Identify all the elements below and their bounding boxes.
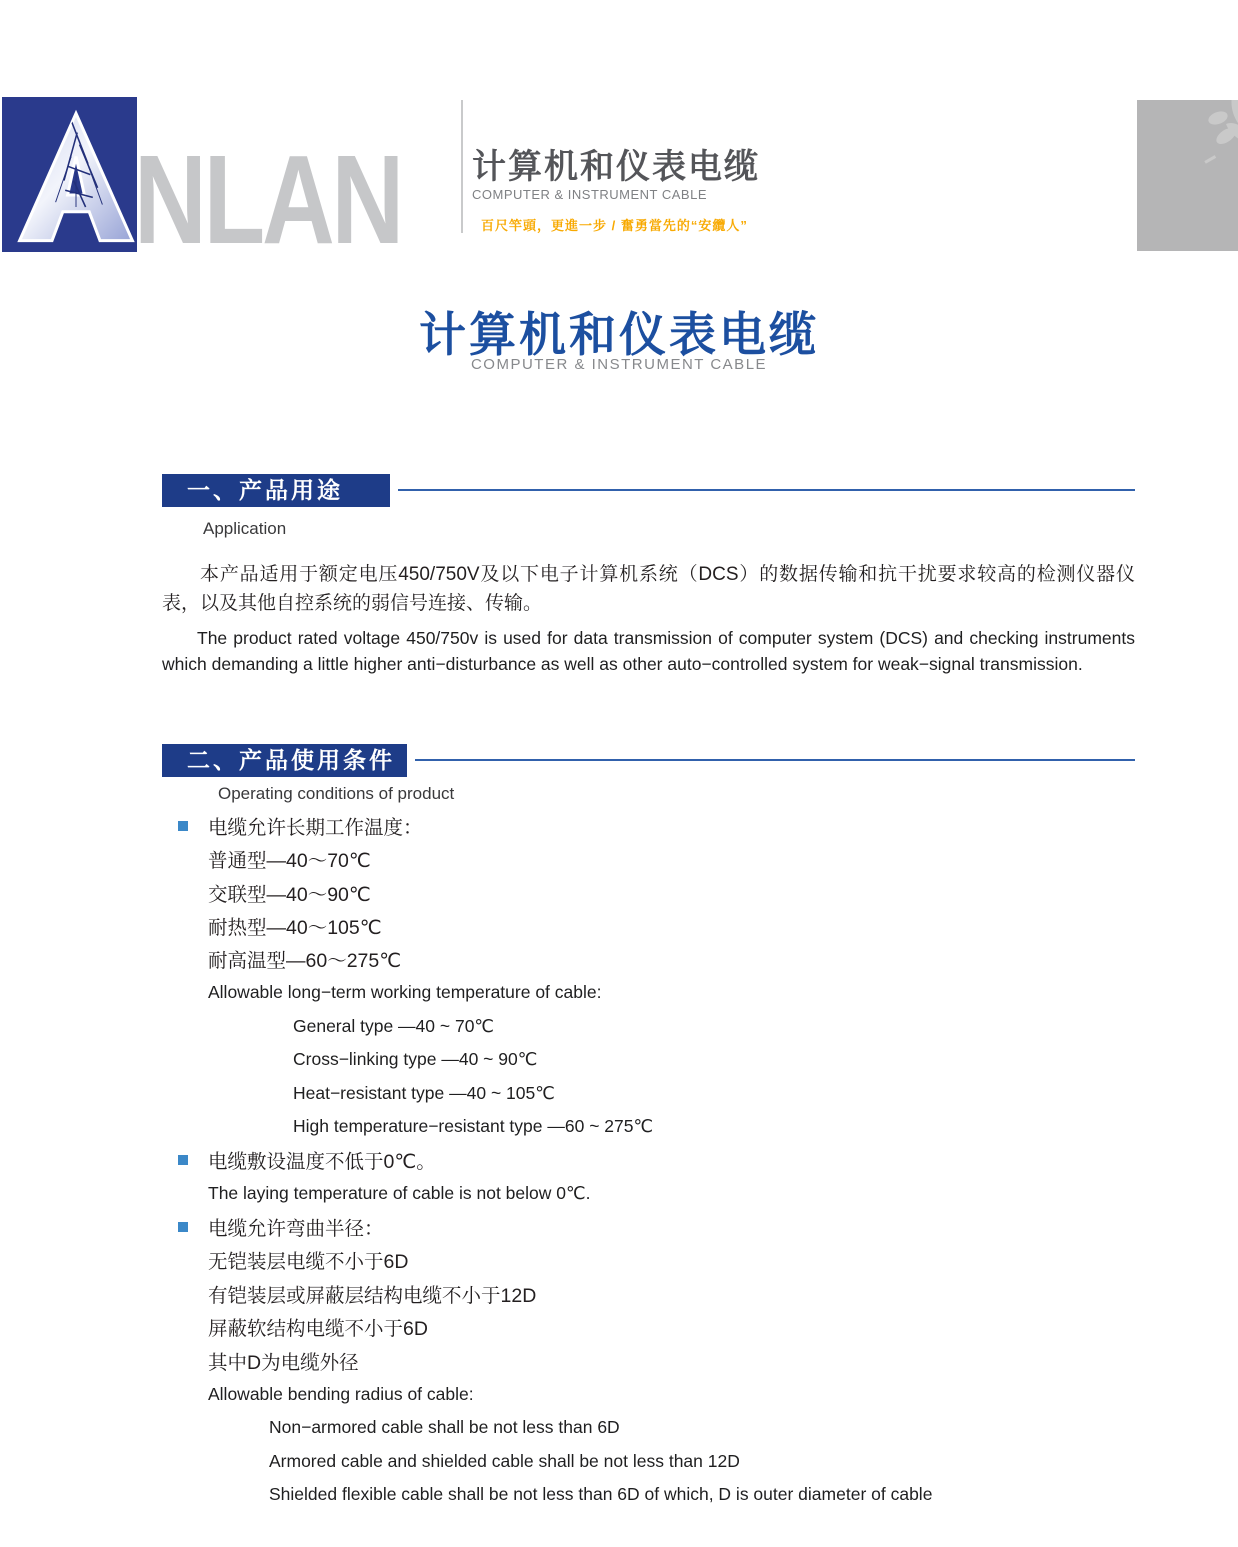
list-item-text: 其中D为电缆外径: [208, 1351, 359, 1374]
list-item: [178, 909, 1138, 942]
list-item: [178, 1244, 1138, 1277]
section1-paragraph-en: The product rated voltage 450/750v is used for data transmission of computer system (DCS) and checking instruments which demanding a little higher anti−disturbance as well as other auto−controlled system for weak−signal transmission.: [162, 628, 1135, 674]
list-item-text: 电缆允许长期工作温度：: [208, 816, 423, 839]
list-item: [178, 1110, 1138, 1143]
list-item: [178, 809, 1138, 842]
section2-rule: [415, 759, 1135, 761]
leaf-icon: [1174, 100, 1238, 216]
list-item-text: Non−armored cable shall be not less than 6D: [269, 1417, 620, 1438]
list-item-text: 耐热型—40～105℃: [208, 917, 382, 940]
list-item-text: Armored cable and shielded cable shall be not less than 12D: [269, 1450, 740, 1471]
logo-divider: [461, 100, 463, 233]
corner-decoration: [1137, 100, 1238, 251]
list-item: [178, 1143, 1138, 1176]
list-item: [178, 1344, 1138, 1377]
list-item-text: 电缆敷设温度不低于0℃。: [208, 1151, 436, 1174]
list-item: [178, 1277, 1138, 1310]
section1-subheading: Application: [203, 519, 287, 538]
page-title: 计算机和仪表电缆: [419, 308, 819, 361]
logo-product-title-en: COMPUTER & INSTRUMENT CABLE: [472, 187, 708, 202]
list-item-text: Shielded flexible cable shall be not less than 6D of which, D is outer diameter of cable: [269, 1483, 933, 1504]
list-item: [178, 1010, 1138, 1043]
section1-rule: [398, 489, 1135, 491]
list-item-text: Heat−resistant type —40 ~ 105℃: [293, 1082, 555, 1103]
brand-slogan: 百尺竿頭，更進一步 / 奮勇當先的“安纜人”: [481, 218, 748, 233]
list-item-text: 耐高温型—60～275℃: [208, 950, 402, 973]
list-item-text: Allowable long−term working temperature of cable:: [208, 982, 602, 1003]
logo-product-title-zh: 计算机和仪表电缆: [472, 148, 760, 186]
list-item: [178, 1311, 1138, 1344]
list-item-text: The laying temperature of cable is not below 0℃.: [208, 1183, 591, 1204]
list-item-text: 普通型—40～70℃: [208, 850, 371, 873]
anlan-logo: [2, 97, 137, 252]
list-item-text: General type —40 ~ 70℃: [293, 1015, 495, 1036]
list-item: [178, 842, 1138, 875]
list-item: [178, 1377, 1138, 1410]
list-item-text: Allowable bending radius of cable:: [208, 1383, 474, 1404]
page-subtitle: COMPUTER & INSTRUMENT CABLE: [470, 356, 768, 373]
list-item-text: Cross−linking type —40 ~ 90℃: [293, 1049, 538, 1070]
list-item-text: 有铠装层或屏蔽层结构电缆不小于12D: [208, 1284, 537, 1307]
list-item: [178, 943, 1138, 976]
list-item: [178, 1210, 1138, 1243]
section1-paragraph-zh: 本产品适用于额定电压450/750V及以下电子计算机系统（DCS）的数据传输和抗干扰要求较高的检测仪器仪表，以及其他自控系统的弱信号连接、传输。: [162, 564, 1135, 614]
list-item: [178, 1411, 1138, 1444]
conditions-list: [178, 809, 1138, 1511]
logo-a-icon: [16, 104, 136, 250]
list-item: [178, 1177, 1138, 1210]
brand-name-rest: NLAN: [134, 129, 402, 270]
list-item-text: 交联型—40～90℃: [208, 883, 371, 906]
section2-subheading: Operating conditions of product: [218, 784, 455, 803]
section1-heading: 一、产品用途: [162, 474, 390, 507]
list-item-text: 无铠装层电缆不小于6D: [208, 1251, 409, 1274]
list-item-text: 屏蔽软结构电缆不小于6D: [208, 1318, 428, 1341]
bullet-square-icon: [178, 1222, 188, 1232]
bullet-square-icon: [178, 1155, 188, 1165]
list-item-text: High temperature−resistant type —60 ~ 275℃: [293, 1116, 654, 1137]
list-item: [178, 876, 1138, 909]
list-item: [178, 1043, 1138, 1076]
list-item: [178, 976, 1138, 1009]
list-item-text: 电缆允许弯曲半径：: [208, 1217, 384, 1240]
list-item: [178, 1444, 1138, 1477]
list-item: [178, 1077, 1138, 1110]
list-item: [178, 1478, 1138, 1511]
logo-text-block: [472, 148, 760, 234]
section2-heading: 二、产品使用条件: [162, 744, 407, 777]
bullet-square-icon: [178, 821, 188, 831]
